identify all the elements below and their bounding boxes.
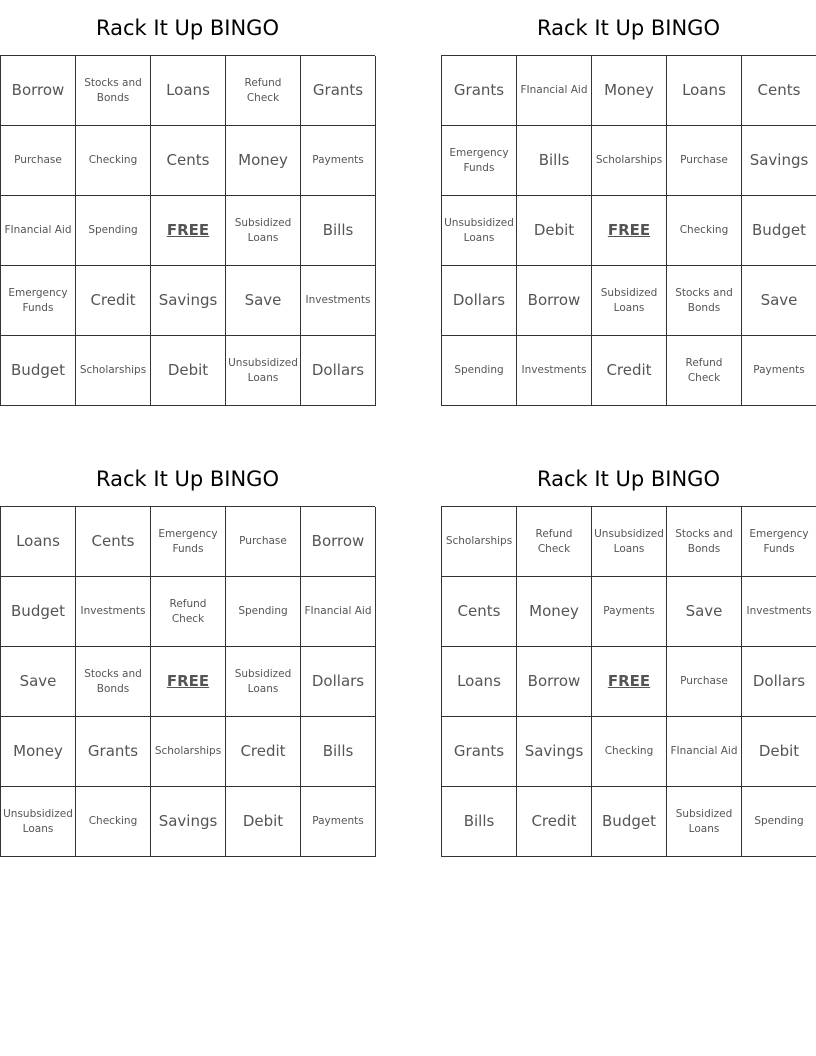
bingo-cell: Subsidized Loans [592, 266, 667, 336]
bingo-cell: Investments [517, 336, 592, 406]
bingo-cell: Refund Check [667, 336, 742, 406]
bingo-cell: Budget [1, 577, 76, 647]
bingo-cell: Unsubsidized Loans [226, 336, 301, 406]
bingo-cell: Loans [442, 647, 517, 717]
bingo-cell: Checking [667, 196, 742, 266]
bingo-cell: Budget [1, 336, 76, 406]
bingo-cell: Save [742, 266, 816, 336]
bingo-cell: Stocks and Bonds [667, 266, 742, 336]
bingo-cell: Grants [301, 56, 376, 126]
bingo-cell: Refund Check [226, 56, 301, 126]
free-space: FREE [592, 647, 667, 717]
bingo-cell: Purchase [226, 507, 301, 577]
bingo-cell: Bills [301, 717, 376, 787]
bingo-cell: Budget [742, 196, 816, 266]
bingo-cell: Spending [76, 196, 151, 266]
bingo-cell: Borrow [517, 647, 592, 717]
card-title: Rack It Up BINGO [537, 467, 720, 491]
bingo-cell: Refund Check [517, 507, 592, 577]
bingo-grid [441, 55, 816, 406]
bingo-cell: FInancial Aid [1, 196, 76, 266]
bingo-cell: Checking [76, 787, 151, 857]
bingo-cell: Bills [301, 196, 376, 266]
bingo-grid [441, 506, 816, 857]
bingo-cell: Payments [742, 336, 816, 406]
card-title: Rack It Up BINGO [96, 16, 279, 40]
bingo-cell: Credit [226, 717, 301, 787]
bingo-cell: Stocks and Bonds [667, 507, 742, 577]
bingo-cell: Subsidized Loans [667, 787, 742, 857]
bingo-cell: Grants [442, 56, 517, 126]
bingo-cell: Loans [667, 56, 742, 126]
bingo-cell: Bills [517, 126, 592, 196]
free-space: FREE [151, 647, 226, 717]
bingo-cell: Debit [517, 196, 592, 266]
bingo-cell: Savings [151, 266, 226, 336]
bingo-cell: Debit [226, 787, 301, 857]
bingo-cell: Cents [442, 577, 517, 647]
bingo-cell: Savings [742, 126, 816, 196]
bingo-cell: FInancial Aid [517, 56, 592, 126]
bingo-cell: Savings [517, 717, 592, 787]
bingo-cell: Spending [742, 787, 816, 857]
bingo-card-4 [441, 463, 816, 857]
bingo-cell: Emergency Funds [1, 266, 76, 336]
bingo-cell: Grants [442, 717, 517, 787]
bingo-cell: Emergency Funds [742, 507, 816, 577]
bingo-cell: Loans [1, 507, 76, 577]
bingo-cell: Borrow [517, 266, 592, 336]
bingo-cell: Bills [442, 787, 517, 857]
bingo-cell: Unsubsidized Loans [1, 787, 76, 857]
bingo-cell: Credit [517, 787, 592, 857]
bingo-cell: Budget [592, 787, 667, 857]
bingo-card-1 [0, 12, 375, 406]
bingo-cell: Grants [76, 717, 151, 787]
bingo-cell: Subsidized Loans [226, 196, 301, 266]
free-space: FREE [151, 196, 226, 266]
bingo-cell: Subsidized Loans [226, 647, 301, 717]
bingo-cell: Payments [301, 126, 376, 196]
bingo-cell: FInancial Aid [301, 577, 376, 647]
bingo-grid [0, 55, 375, 406]
bingo-cell: Money [517, 577, 592, 647]
bingo-cell: Scholarships [76, 336, 151, 406]
bingo-cell: Investments [76, 577, 151, 647]
bingo-cell: Dollars [742, 647, 816, 717]
bingo-card-2 [441, 12, 816, 406]
bingo-cell: Money [226, 126, 301, 196]
bingo-cell: Checking [76, 126, 151, 196]
bingo-cell: Dollars [301, 336, 376, 406]
bingo-cell: Debit [151, 336, 226, 406]
bingo-cell: Payments [592, 577, 667, 647]
bingo-cell: Save [1, 647, 76, 717]
bingo-cell: Cents [151, 126, 226, 196]
bingo-cell: FInancial Aid [667, 717, 742, 787]
bingo-grid [0, 506, 375, 857]
bingo-cell: Dollars [301, 647, 376, 717]
card-title: Rack It Up BINGO [537, 16, 720, 40]
bingo-cell: Spending [442, 336, 517, 406]
bingo-cell: Credit [76, 266, 151, 336]
bingo-cell: Money [592, 56, 667, 126]
bingo-cell: Dollars [442, 266, 517, 336]
bingo-cell: Credit [592, 336, 667, 406]
bingo-cell: Investments [301, 266, 376, 336]
bingo-cell: Save [226, 266, 301, 336]
bingo-cell: Investments [742, 577, 816, 647]
bingo-card-3 [0, 463, 375, 857]
bingo-cell: Save [667, 577, 742, 647]
card-title: Rack It Up BINGO [96, 467, 279, 491]
bingo-cell: Unsubsidized Loans [442, 196, 517, 266]
bingo-cell: Emergency Funds [442, 126, 517, 196]
bingo-cell: Spending [226, 577, 301, 647]
bingo-cell: Cents [742, 56, 816, 126]
bingo-cell: Stocks and Bonds [76, 647, 151, 717]
bingo-cell: Scholarships [442, 507, 517, 577]
bingo-cell: Checking [592, 717, 667, 787]
bingo-cell: Purchase [667, 126, 742, 196]
bingo-cell: Borrow [1, 56, 76, 126]
free-space: FREE [592, 196, 667, 266]
bingo-cell: Emergency Funds [151, 507, 226, 577]
bingo-cell: Scholarships [151, 717, 226, 787]
bingo-cell: Scholarships [592, 126, 667, 196]
bingo-cell: Stocks and Bonds [76, 56, 151, 126]
bingo-cell: Purchase [667, 647, 742, 717]
bingo-cell: Refund Check [151, 577, 226, 647]
bingo-cell: Borrow [301, 507, 376, 577]
bingo-cell: Savings [151, 787, 226, 857]
bingo-cell: Unsubsidized Loans [592, 507, 667, 577]
bingo-cell: Money [1, 717, 76, 787]
bingo-cell: Loans [151, 56, 226, 126]
bingo-cell: Payments [301, 787, 376, 857]
bingo-cell: Debit [742, 717, 816, 787]
bingo-cell: Cents [76, 507, 151, 577]
bingo-cell: Purchase [1, 126, 76, 196]
